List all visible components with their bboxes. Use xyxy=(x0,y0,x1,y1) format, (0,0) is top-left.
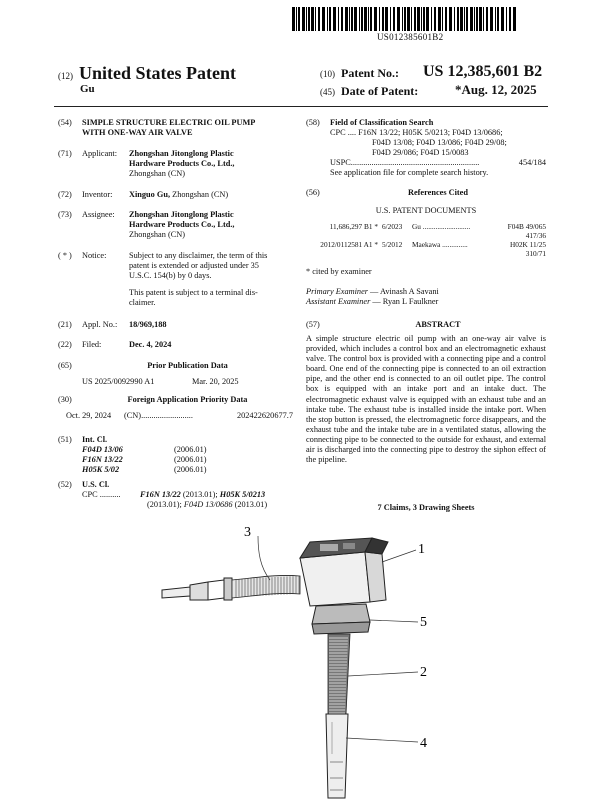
assignee-block: (73) Assignee: Zhongshan Jitonglong Plastic Hardware Products Co., Ltd., Zhongshan (CN) xyxy=(58,210,235,239)
int-cl-item: H05K 5/02 (2006.01) xyxy=(82,465,207,474)
claims-summary: 7 Claims, 3 Drawing Sheets xyxy=(377,503,475,512)
left-column xyxy=(58,118,293,138)
barcode xyxy=(292,7,517,31)
us-cl-block: (52) U.S. Cl. CPC .......... F16N 13/22 (2013.01); H05K 5/0213 (2013.01); F04D 13/0686 (2013.01) xyxy=(58,480,268,509)
applicant-block: (71) Applicant: Zhongshan Jitonglong Plastic Hardware Products Co., Ltd., Zhongshan (CN) xyxy=(58,149,235,178)
filed-block: (22) Filed: Dec. 4, 2024 xyxy=(58,340,172,349)
int-cl-block: (51) Int. Cl. F04D 13/06 (2006.01) F16N 13/22 (2006.01) H05K 5/02 (2006.01) xyxy=(58,435,293,475)
lower-pipe xyxy=(326,714,348,798)
int-cl-list xyxy=(58,445,293,475)
examiners: Primary Examiner — Avinash A Savani Assistant Examiner — Ryan L Faulkner xyxy=(306,287,439,306)
patent-figure xyxy=(160,522,460,804)
int-cl-item: F16N 13/22 (2006.01) xyxy=(82,455,207,464)
figure-label-4: 4 xyxy=(420,736,427,751)
abstract-block: (57) ABSTRACT A simple structure electric oil pump with an one-way air valve is provided, which includes a control box and an electromagnetic exhaust valve. The control box is provided with a connecting pipe and a control board. One end of the connecting pipe is connected to an oil extraction pipe, and the other end is connected to an oil outlet pipe. The control box is equipped with an intake port and an intake duct. The electromagnetic exhaust valve is equipped with an exhaust tube and an intake tube. The exhaust tube is installed inside the intake port. When the stop button is pressed, the electromagnetic force disappears, and the exhaust tube and the intake tube are in a ventilated status, allowing the connecting pipe to be connected to the outside for exhaust, and external air is discharged into the connecting pipe to destroy the siphon effect of the pipeline. xyxy=(306,320,546,465)
field-search-block: (58) Field of Classification Search CPC .... F16N 13/22; H05K 5/0213; F04D 13/0686; F04D 13/08; F04D 13/086; F04D 29/08; F04D 29/086; F04D 15/0083 USPC .............................................................. 454/184 See application file for complete search history. xyxy=(306,118,546,177)
patent-date: (45) Date of Patent: xyxy=(320,84,419,98)
patent-number-value: US 12,385,601 B2 xyxy=(423,63,543,80)
header-rule xyxy=(54,106,548,107)
control-box xyxy=(300,538,388,606)
figure-label-1: 1 xyxy=(418,542,425,557)
appl-no-block: (21) Appl. No.: 18/969,188 xyxy=(58,320,167,329)
references-block: (56) References Cited U.S. PATENT DOCUMENTS 11,686,297 B1 * 6/2023 Gu .......................... F04B 49/065 417/36 2012/0112581 A1 * 5/2012 Maekawa .............. H02K 11/25 310/71 xyxy=(306,188,546,258)
title-block: (54) SIMPLE STRUCTURE ELECTRIC OIL PUMP WITH ONE-WAY AIR VALVE xyxy=(58,118,256,137)
figure-label-5: 5 xyxy=(420,615,427,630)
cited-note: * cited by examiner xyxy=(306,267,372,276)
patent-title-header: (12) United States Patent xyxy=(58,63,236,83)
figure-label-3: 3 xyxy=(244,525,251,540)
patent-number: (10) Patent No.: xyxy=(320,66,399,80)
patent-date-value: *Aug. 12, 2025 xyxy=(455,82,537,97)
outlet-nozzle xyxy=(162,578,232,600)
inventor-block: (72) Inventor: Xinguo Gu, Zhongshan (CN) xyxy=(58,190,229,199)
barcode-number: US012385601B2 xyxy=(377,32,444,42)
reference-row: 2012/0112581 A1 * 5/2012 Maekawa .............. H02K 11/25 xyxy=(320,240,546,249)
figure-label-2: 2 xyxy=(420,665,427,680)
pipe-collar xyxy=(312,604,370,634)
reference-row: 11,686,297 B1 * 6/2023 Gu .......................... F04B 49/065 xyxy=(329,222,546,231)
foreign-priority-block: (30) Foreign Application Priority Data Oct. 29, 2024 (CN) ......................... 202422620677.7 xyxy=(58,395,293,420)
int-cl-item: F04D 13/06 (2006.01) xyxy=(82,445,207,454)
prior-pub-block: (65) Prior Publication Data US 2025/0092990 A1 Mar. 20, 2025 xyxy=(58,361,239,386)
abstract-text: A simple structure electric oil pump with an one-way air valve is provided, which includes a control box and an electromagnetic exhaust valve. The control box is provided with a connecting pipe and a control board. One end of the connecting pipe is connected to an oil extraction pipe, and the other end is connected to an oil outlet pipe. The control box is equipped with an intake port and an intake duct. The electromagnetic exhaust valve is equipped with an exhaust tube and an intake tube. The exhaust tube is installed inside the intake port. When the stop button is pressed, the electromagnetic force disappears, and the exhaust tube and the intake tube are in a ventilated status, allowing the connecting pipe to be connected to the outside for exhaust, and external air is discharged into the connecting pipe to destroy the siphon effect of the pipeline. xyxy=(306,334,546,465)
inventor-short: Gu xyxy=(80,83,95,95)
notice-block: ( * ) Notice: Subject to any disclaimer, the term of this patent is extended or adjusted under 35 U.S.C. 154(b) by 0 days. This patent is subject to a terminal dis- claimer. xyxy=(58,251,268,307)
